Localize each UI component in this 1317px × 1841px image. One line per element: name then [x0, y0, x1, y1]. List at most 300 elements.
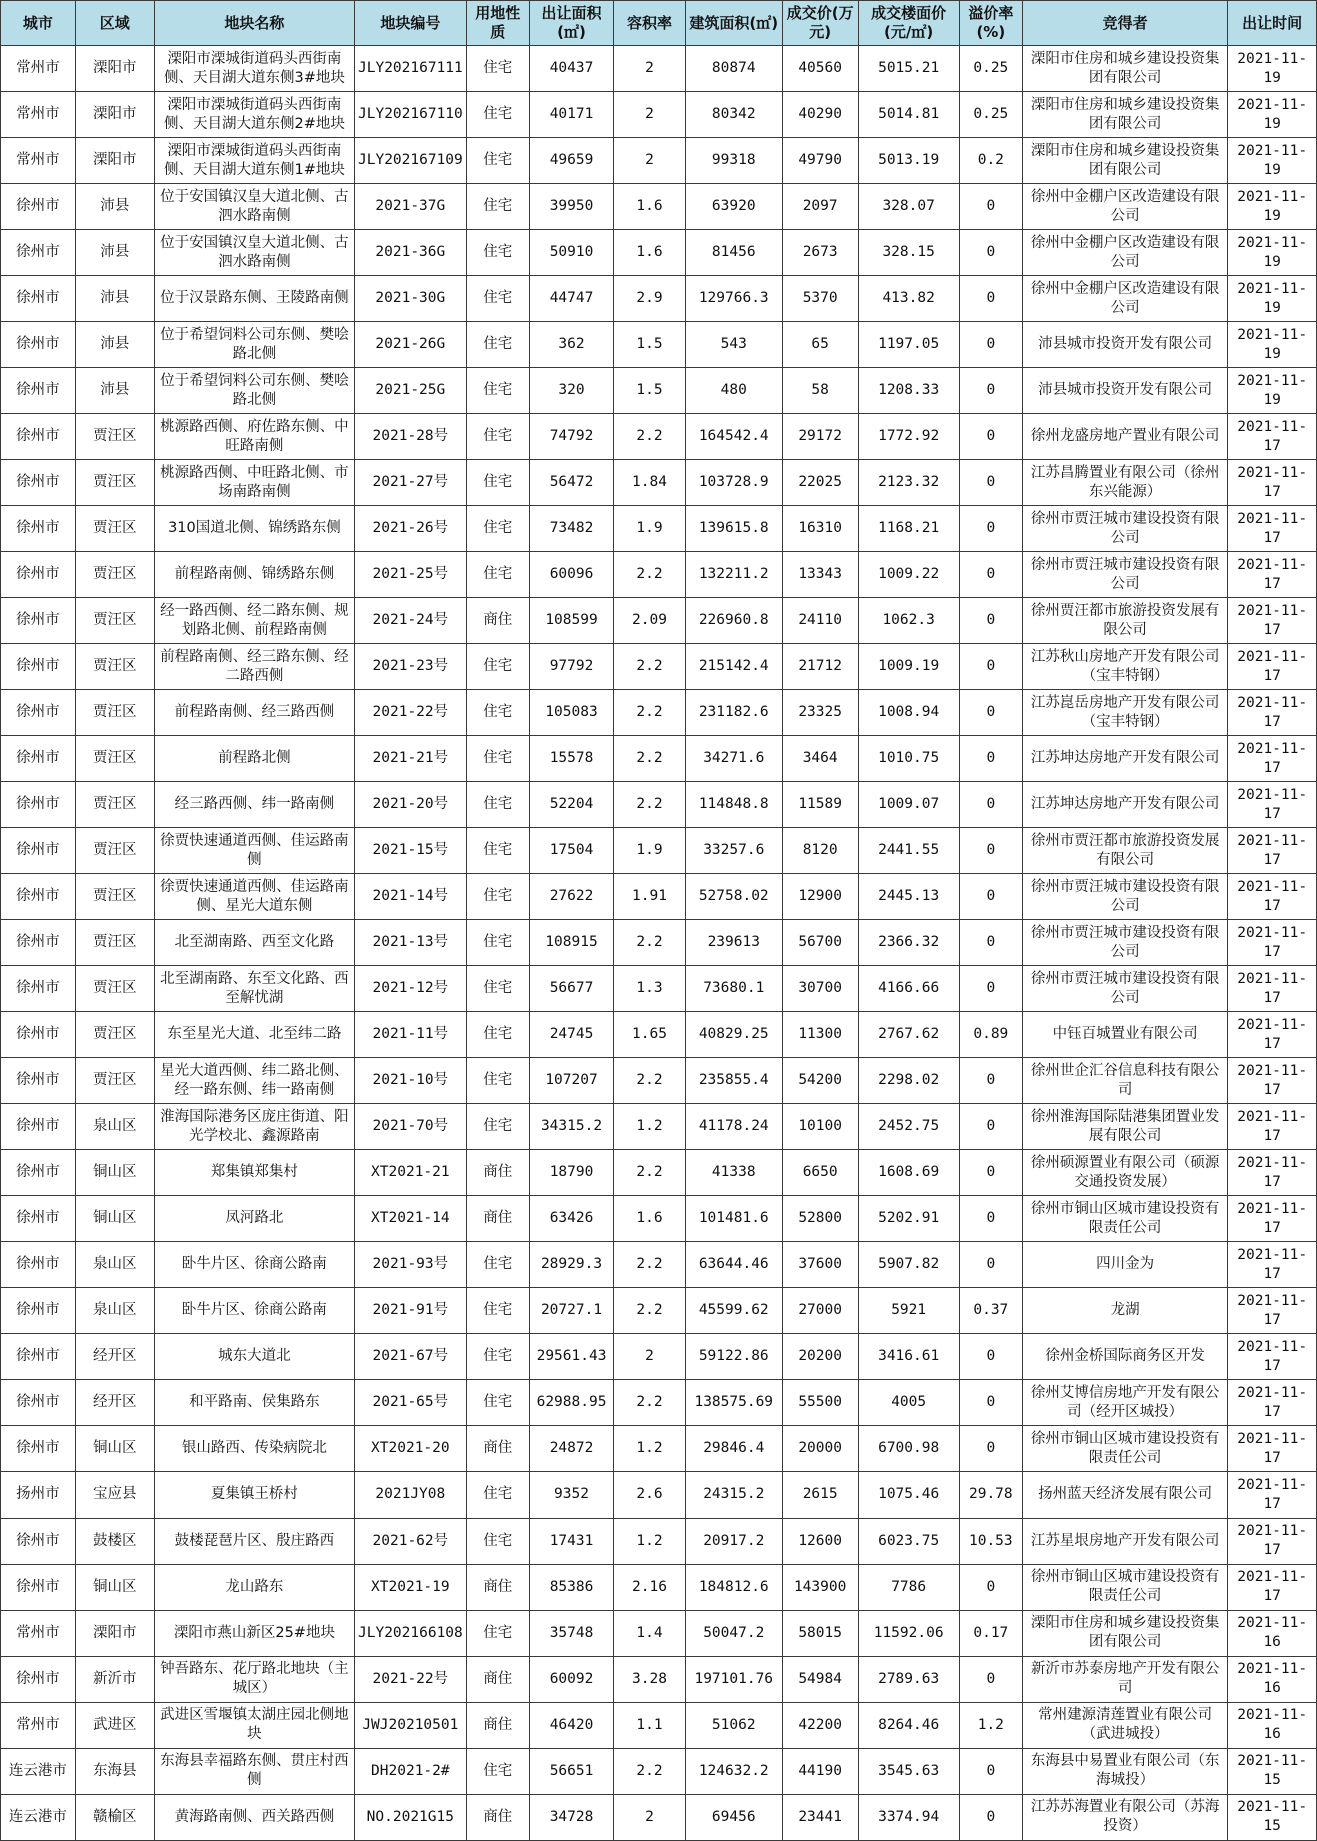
cell-price: 3464 [782, 736, 858, 782]
cell-unit-price: 5015.21 [858, 46, 959, 92]
cell-winner: 新沂市苏泰房地产开发有限公司 [1022, 1656, 1227, 1702]
cell-plot-id: 2021-23号 [355, 644, 467, 690]
cell-land-area: 56472 [529, 460, 613, 506]
cell-plot-ratio: 2.2 [614, 414, 686, 460]
cell-plot-id: JLY202167111 [355, 46, 467, 92]
table-row [1, 920, 1317, 966]
cell-date: 2021-11-19 [1228, 368, 1317, 414]
cell-floor-area: 197101.76 [685, 1656, 782, 1702]
cell-unit-price: 2366.32 [858, 920, 959, 966]
cell-premium-rate: 0 [959, 276, 1022, 322]
table-row [1, 1610, 1317, 1656]
cell-land-area: 49659 [529, 138, 613, 184]
cell-district: 沛县 [75, 184, 154, 230]
table-row [1, 736, 1317, 782]
cell-plot-ratio: 1.6 [614, 184, 686, 230]
table-row [1, 506, 1317, 552]
cell-floor-area: 20917.2 [685, 1518, 782, 1564]
cell-land-use: 商住 [466, 1702, 529, 1748]
cell-unit-price: 1009.07 [858, 782, 959, 828]
cell-plot-ratio: 1.2 [614, 1104, 686, 1150]
cell-land-use: 住宅 [466, 1472, 529, 1518]
table-row [1, 276, 1317, 322]
cell-city: 徐州市 [1, 1150, 76, 1196]
cell-plot-ratio: 1.2 [614, 1518, 686, 1564]
cell-district: 贾汪区 [75, 920, 154, 966]
table-row [1, 966, 1317, 1012]
cell-floor-area: 184812.6 [685, 1564, 782, 1610]
cell-district: 鼓楼区 [75, 1518, 154, 1564]
cell-land-use: 商住 [466, 1426, 529, 1472]
cell-land-area: 40171 [529, 92, 613, 138]
cell-land-area: 17431 [529, 1518, 613, 1564]
cell-premium-rate: 0 [959, 506, 1022, 552]
cell-plot-name: 桃源路西侧、中旺路北侧、市场南路南侧 [154, 460, 354, 506]
cell-plot-id: 2021-25G [355, 368, 467, 414]
cell-district: 沛县 [75, 276, 154, 322]
cell-price: 65 [782, 322, 858, 368]
cell-plot-id: JLY202166108 [355, 1610, 467, 1656]
cell-city: 徐州市 [1, 1104, 76, 1150]
cell-land-area: 34728 [529, 1794, 613, 1840]
cell-plot-name: 溧阳市溧城街道码头西街南侧、天目湖大道东侧1#地块 [154, 138, 354, 184]
cell-district: 赣榆区 [75, 1794, 154, 1840]
cell-winner: 徐州市贾汪城市建设投资有限公司 [1022, 920, 1227, 966]
cell-plot-id: 2021-36G [355, 230, 467, 276]
cell-city: 徐州市 [1, 1058, 76, 1104]
cell-unit-price: 5014.81 [858, 92, 959, 138]
cell-date: 2021-11-17 [1228, 1104, 1317, 1150]
cell-date: 2021-11-17 [1228, 828, 1317, 874]
cell-plot-id: 2021-12号 [355, 966, 467, 1012]
cell-price: 42200 [782, 1702, 858, 1748]
cell-premium-rate: 0 [959, 920, 1022, 966]
table-row [1, 1472, 1317, 1518]
table-row [1, 782, 1317, 828]
header-plot-ratio: 容积率 [614, 1, 686, 46]
cell-date: 2021-11-17 [1228, 1334, 1317, 1380]
cell-unit-price: 5907.82 [858, 1242, 959, 1288]
cell-plot-name: 前程路南侧、经三路东侧、经二路西侧 [154, 644, 354, 690]
cell-floor-area: 239613 [685, 920, 782, 966]
cell-unit-price: 5921 [858, 1288, 959, 1334]
cell-premium-rate: 29.78 [959, 1472, 1022, 1518]
cell-city: 常州市 [1, 1610, 76, 1656]
cell-city: 徐州市 [1, 184, 76, 230]
cell-city: 连云港市 [1, 1794, 76, 1840]
cell-floor-area: 99318 [685, 138, 782, 184]
cell-winner: 徐州淮海国际陆港集团置业发展有限公司 [1022, 1104, 1227, 1150]
header-premium-rate: 溢价率(%) [959, 1, 1022, 46]
cell-floor-area: 132211.2 [685, 552, 782, 598]
cell-city: 徐州市 [1, 552, 76, 598]
cell-date: 2021-11-16 [1228, 1656, 1317, 1702]
cell-premium-rate: 10.53 [959, 1518, 1022, 1564]
cell-premium-rate: 0.2 [959, 138, 1022, 184]
header-land-area: 出让面积(㎡) [529, 1, 613, 46]
table-row [1, 138, 1317, 184]
cell-unit-price: 1008.94 [858, 690, 959, 736]
cell-date: 2021-11-16 [1228, 1702, 1317, 1748]
cell-plot-id: 2021-28号 [355, 414, 467, 460]
cell-district: 铜山区 [75, 1196, 154, 1242]
cell-land-use: 商住 [466, 1656, 529, 1702]
cell-land-use: 住宅 [466, 1288, 529, 1334]
cell-plot-id: 2021-20号 [355, 782, 467, 828]
cell-unit-price: 6700.98 [858, 1426, 959, 1472]
cell-unit-price: 2298.02 [858, 1058, 959, 1104]
cell-winner: 江苏坤达房地产开发有限公司 [1022, 736, 1227, 782]
cell-winner: 徐州市贾汪城市建设投资有限公司 [1022, 552, 1227, 598]
cell-date: 2021-11-17 [1228, 414, 1317, 460]
cell-floor-area: 50047.2 [685, 1610, 782, 1656]
cell-land-area: 35748 [529, 1610, 613, 1656]
cell-unit-price: 1168.21 [858, 506, 959, 552]
cell-winner: 江苏苏海置业有限公司（苏海投资） [1022, 1794, 1227, 1840]
cell-land-area: 320 [529, 368, 613, 414]
cell-plot-name: 位于希望饲料公司东侧、樊哙路北侧 [154, 322, 354, 368]
cell-land-area: 52204 [529, 782, 613, 828]
cell-winner: 溧阳市住房和城乡建设投资集团有限公司 [1022, 92, 1227, 138]
cell-plot-ratio: 2.2 [614, 552, 686, 598]
cell-city: 徐州市 [1, 874, 76, 920]
cell-unit-price: 2767.62 [858, 1012, 959, 1058]
cell-plot-name: 徐贾快速通道西侧、佳运路南侧 [154, 828, 354, 874]
table-row [1, 1702, 1317, 1748]
cell-district: 沛县 [75, 322, 154, 368]
table-row [1, 552, 1317, 598]
cell-plot-ratio: 1.3 [614, 966, 686, 1012]
cell-plot-id: 2021-14号 [355, 874, 467, 920]
cell-land-area: 73482 [529, 506, 613, 552]
cell-premium-rate: 0 [959, 1426, 1022, 1472]
cell-price: 23441 [782, 1794, 858, 1840]
cell-plot-id: 2021-30G [355, 276, 467, 322]
cell-plot-ratio: 1.1 [614, 1702, 686, 1748]
cell-floor-area: 129766.3 [685, 276, 782, 322]
cell-land-area: 24745 [529, 1012, 613, 1058]
cell-floor-area: 81456 [685, 230, 782, 276]
cell-city: 徐州市 [1, 736, 76, 782]
cell-city: 徐州市 [1, 1426, 76, 1472]
cell-land-use: 住宅 [466, 46, 529, 92]
cell-district: 贾汪区 [75, 690, 154, 736]
cell-floor-area: 124632.2 [685, 1748, 782, 1794]
cell-city: 徐州市 [1, 690, 76, 736]
cell-floor-area: 33257.6 [685, 828, 782, 874]
cell-city: 徐州市 [1, 1518, 76, 1564]
cell-floor-area: 45599.62 [685, 1288, 782, 1334]
cell-land-use: 住宅 [466, 1334, 529, 1380]
cell-plot-name: 钟吾路东、花厅路北地块（主城区） [154, 1656, 354, 1702]
cell-district: 贾汪区 [75, 966, 154, 1012]
cell-floor-area: 480 [685, 368, 782, 414]
cell-land-use: 住宅 [466, 552, 529, 598]
cell-plot-name: 鼓楼琵琶片区、殷庄路西 [154, 1518, 354, 1564]
cell-plot-id: 2021-27号 [355, 460, 467, 506]
cell-price: 27000 [782, 1288, 858, 1334]
cell-district: 贾汪区 [75, 1058, 154, 1104]
cell-unit-price: 7786 [858, 1564, 959, 1610]
cell-winner: 徐州市贾汪城市建设投资有限公司 [1022, 966, 1227, 1012]
table-row [1, 1426, 1317, 1472]
cell-land-area: 39950 [529, 184, 613, 230]
cell-premium-rate: 0 [959, 690, 1022, 736]
cell-date: 2021-11-17 [1228, 1196, 1317, 1242]
cell-winner: 徐州市贾汪都市旅游投资发展有限公司 [1022, 828, 1227, 874]
header-plot-id: 地块编号 [355, 1, 467, 46]
cell-district: 宝应县 [75, 1472, 154, 1518]
cell-land-area: 29561.43 [529, 1334, 613, 1380]
cell-price: 20200 [782, 1334, 858, 1380]
header-date: 出让时间 [1228, 1, 1317, 46]
cell-plot-ratio: 2.2 [614, 782, 686, 828]
cell-premium-rate: 0 [959, 460, 1022, 506]
cell-date: 2021-11-17 [1228, 1518, 1317, 1564]
cell-land-use: 住宅 [466, 230, 529, 276]
table-row [1, 46, 1317, 92]
cell-premium-rate: 0 [959, 230, 1022, 276]
cell-district: 武进区 [75, 1702, 154, 1748]
cell-city: 徐州市 [1, 414, 76, 460]
table-row [1, 322, 1317, 368]
cell-city: 徐州市 [1, 368, 76, 414]
cell-premium-rate: 0 [959, 782, 1022, 828]
cell-winner: 徐州龙盛房地产置业有限公司 [1022, 414, 1227, 460]
cell-city: 常州市 [1, 138, 76, 184]
cell-land-use: 住宅 [466, 460, 529, 506]
cell-plot-name: 郑集镇郑集村 [154, 1150, 354, 1196]
cell-land-use: 住宅 [466, 644, 529, 690]
cell-plot-ratio: 2 [614, 1334, 686, 1380]
cell-land-area: 20727.1 [529, 1288, 613, 1334]
cell-premium-rate: 0.37 [959, 1288, 1022, 1334]
cell-premium-rate: 0 [959, 414, 1022, 460]
cell-premium-rate: 0 [959, 828, 1022, 874]
cell-plot-name: 凤河路北 [154, 1196, 354, 1242]
cell-price: 21712 [782, 644, 858, 690]
table-row [1, 1058, 1317, 1104]
table-row [1, 1242, 1317, 1288]
cell-plot-ratio: 2.2 [614, 920, 686, 966]
cell-land-area: 63426 [529, 1196, 613, 1242]
cell-land-area: 85386 [529, 1564, 613, 1610]
cell-premium-rate: 0 [959, 1794, 1022, 1840]
cell-plot-name: 城东大道北 [154, 1334, 354, 1380]
cell-plot-id: 2021-62号 [355, 1518, 467, 1564]
cell-winner: 徐州世企汇谷信息科技有限公司 [1022, 1058, 1227, 1104]
cell-winner: 江苏昌腾置业有限公司（徐州东兴能源） [1022, 460, 1227, 506]
cell-date: 2021-11-19 [1228, 92, 1317, 138]
cell-district: 沛县 [75, 230, 154, 276]
cell-date: 2021-11-17 [1228, 1426, 1317, 1472]
cell-city: 常州市 [1, 92, 76, 138]
cell-premium-rate: 0 [959, 1242, 1022, 1288]
cell-land-use: 住宅 [466, 1058, 529, 1104]
cell-price: 23325 [782, 690, 858, 736]
cell-plot-id: DH2021-2# [355, 1748, 467, 1794]
table-row [1, 1104, 1317, 1150]
cell-premium-rate: 0 [959, 966, 1022, 1012]
cell-city: 徐州市 [1, 230, 76, 276]
cell-district: 溧阳市 [75, 46, 154, 92]
cell-city: 徐州市 [1, 1656, 76, 1702]
cell-city: 常州市 [1, 46, 76, 92]
cell-district: 溧阳市 [75, 138, 154, 184]
cell-plot-name: 卧牛片区、徐商公路南 [154, 1242, 354, 1288]
cell-price: 11589 [782, 782, 858, 828]
cell-district: 贾汪区 [75, 506, 154, 552]
cell-price: 2097 [782, 184, 858, 230]
cell-land-use: 住宅 [466, 874, 529, 920]
cell-premium-rate: 0 [959, 1334, 1022, 1380]
cell-premium-rate: 0 [959, 644, 1022, 690]
cell-land-area: 60092 [529, 1656, 613, 1702]
cell-winner: 徐州市铜山区城市建设投资有限责任公司 [1022, 1196, 1227, 1242]
cell-winner: 徐州市铜山区城市建设投资有限责任公司 [1022, 1426, 1227, 1472]
cell-unit-price: 1075.46 [858, 1472, 959, 1518]
cell-winner: 扬州蓝天经济发展有限公司 [1022, 1472, 1227, 1518]
cell-floor-area: 34271.6 [685, 736, 782, 782]
cell-plot-name: 310国道北侧、锦绣路东侧 [154, 506, 354, 552]
cell-plot-id: 2021-15号 [355, 828, 467, 874]
cell-land-use: 住宅 [466, 1518, 529, 1564]
cell-land-use: 住宅 [466, 506, 529, 552]
cell-land-area: 50910 [529, 230, 613, 276]
cell-plot-ratio: 2 [614, 1794, 686, 1840]
cell-city: 徐州市 [1, 966, 76, 1012]
cell-date: 2021-11-17 [1228, 1242, 1317, 1288]
cell-unit-price: 2789.63 [858, 1656, 959, 1702]
cell-land-area: 27622 [529, 874, 613, 920]
table-row [1, 828, 1317, 874]
cell-plot-name: 东海县幸福路东侧、贯庄村西侧 [154, 1748, 354, 1794]
cell-premium-rate: 0.17 [959, 1610, 1022, 1656]
cell-unit-price: 3545.63 [858, 1748, 959, 1794]
cell-winner: 四川金为 [1022, 1242, 1227, 1288]
cell-plot-ratio: 2.2 [614, 1288, 686, 1334]
cell-plot-ratio: 2.6 [614, 1472, 686, 1518]
cell-price: 49790 [782, 138, 858, 184]
cell-land-area: 62988.95 [529, 1380, 613, 1426]
cell-plot-id: 2021-21号 [355, 736, 467, 782]
cell-plot-ratio: 1.2 [614, 1426, 686, 1472]
cell-plot-name: 位于汉景路东侧、王陵路南侧 [154, 276, 354, 322]
table-row [1, 1150, 1317, 1196]
cell-price: 44190 [782, 1748, 858, 1794]
cell-plot-id: JLY202167109 [355, 138, 467, 184]
cell-date: 2021-11-19 [1228, 184, 1317, 230]
cell-floor-area: 543 [685, 322, 782, 368]
cell-unit-price: 2441.55 [858, 828, 959, 874]
cell-plot-name: 淮海国际港务区庞庄街道、阳光学校北、鑫源路南 [154, 1104, 354, 1150]
cell-premium-rate: 0 [959, 1150, 1022, 1196]
cell-winner: 沛县城市投资开发有限公司 [1022, 322, 1227, 368]
cell-plot-ratio: 1.6 [614, 230, 686, 276]
cell-plot-ratio: 2.2 [614, 1150, 686, 1196]
cell-price: 54200 [782, 1058, 858, 1104]
cell-winner: 龙湖 [1022, 1288, 1227, 1334]
cell-land-area: 40437 [529, 46, 613, 92]
cell-district: 贾汪区 [75, 782, 154, 828]
cell-date: 2021-11-19 [1228, 322, 1317, 368]
cell-floor-area: 226960.8 [685, 598, 782, 644]
header-plot-name: 地块名称 [154, 1, 354, 46]
cell-floor-area: 103728.9 [685, 460, 782, 506]
cell-winner: 徐州中金棚户区改造建设有限公司 [1022, 184, 1227, 230]
cell-floor-area: 59122.86 [685, 1334, 782, 1380]
header-row [1, 1, 1317, 46]
cell-premium-rate: 0 [959, 368, 1022, 414]
cell-price: 6650 [782, 1150, 858, 1196]
cell-plot-name: 溧阳市溧城街道码头西街南侧、天目湖大道东侧3#地块 [154, 46, 354, 92]
cell-land-use: 住宅 [466, 322, 529, 368]
cell-unit-price: 1062.3 [858, 598, 959, 644]
cell-date: 2021-11-17 [1228, 874, 1317, 920]
cell-plot-name: 夏集镇王桥村 [154, 1472, 354, 1518]
cell-plot-ratio: 1.5 [614, 368, 686, 414]
cell-floor-area: 41338 [685, 1150, 782, 1196]
cell-premium-rate: 0 [959, 1748, 1022, 1794]
cell-unit-price: 328.07 [858, 184, 959, 230]
cell-date: 2021-11-19 [1228, 230, 1317, 276]
cell-plot-id: 2021-65号 [355, 1380, 467, 1426]
cell-floor-area: 40829.25 [685, 1012, 782, 1058]
cell-land-use: 住宅 [466, 1242, 529, 1288]
cell-winner: 溧阳市住房和城乡建设投资集团有限公司 [1022, 138, 1227, 184]
cell-city: 徐州市 [1, 276, 76, 322]
cell-unit-price: 1009.19 [858, 644, 959, 690]
cell-floor-area: 80342 [685, 92, 782, 138]
cell-winner: 徐州贾汪都市旅游投资发展有限公司 [1022, 598, 1227, 644]
cell-plot-name: 卧牛片区、徐商公路南 [154, 1288, 354, 1334]
cell-date: 2021-11-17 [1228, 690, 1317, 736]
cell-unit-price: 2445.13 [858, 874, 959, 920]
cell-price: 40290 [782, 92, 858, 138]
table-row [1, 368, 1317, 414]
cell-land-area: 44747 [529, 276, 613, 322]
cell-plot-name: 前程路北侧 [154, 736, 354, 782]
cell-price: 11300 [782, 1012, 858, 1058]
cell-plot-id: 2021-37G [355, 184, 467, 230]
cell-price: 29172 [782, 414, 858, 460]
cell-district: 贾汪区 [75, 736, 154, 782]
cell-winner: 溧阳市住房和城乡建设投资集团有限公司 [1022, 46, 1227, 92]
cell-price: 55500 [782, 1380, 858, 1426]
cell-plot-ratio: 2.2 [614, 644, 686, 690]
cell-land-area: 17504 [529, 828, 613, 874]
cell-unit-price: 1010.75 [858, 736, 959, 782]
cell-unit-price: 1772.92 [858, 414, 959, 460]
cell-district: 泉山区 [75, 1288, 154, 1334]
cell-land-use: 商住 [466, 1150, 529, 1196]
cell-plot-id: XT2021-20 [355, 1426, 467, 1472]
cell-winner: 徐州市贾汪城市建设投资有限公司 [1022, 506, 1227, 552]
cell-premium-rate: 0.89 [959, 1012, 1022, 1058]
cell-land-use: 住宅 [466, 828, 529, 874]
table-row [1, 1196, 1317, 1242]
cell-city: 徐州市 [1, 1564, 76, 1610]
cell-date: 2021-11-17 [1228, 644, 1317, 690]
cell-winner: 徐州市贾汪城市建设投资有限公司 [1022, 874, 1227, 920]
cell-winner: 常州建源清莲置业有限公司（武进城投） [1022, 1702, 1227, 1748]
cell-plot-name: 北至湖南路、东至文化路、西至解忧湖 [154, 966, 354, 1012]
cell-plot-ratio: 1.6 [614, 1196, 686, 1242]
cell-price: 24110 [782, 598, 858, 644]
cell-winner: 江苏秋山房地产开发有限公司（宝丰特钢） [1022, 644, 1227, 690]
cell-unit-price: 6023.75 [858, 1518, 959, 1564]
cell-city: 扬州市 [1, 1472, 76, 1518]
